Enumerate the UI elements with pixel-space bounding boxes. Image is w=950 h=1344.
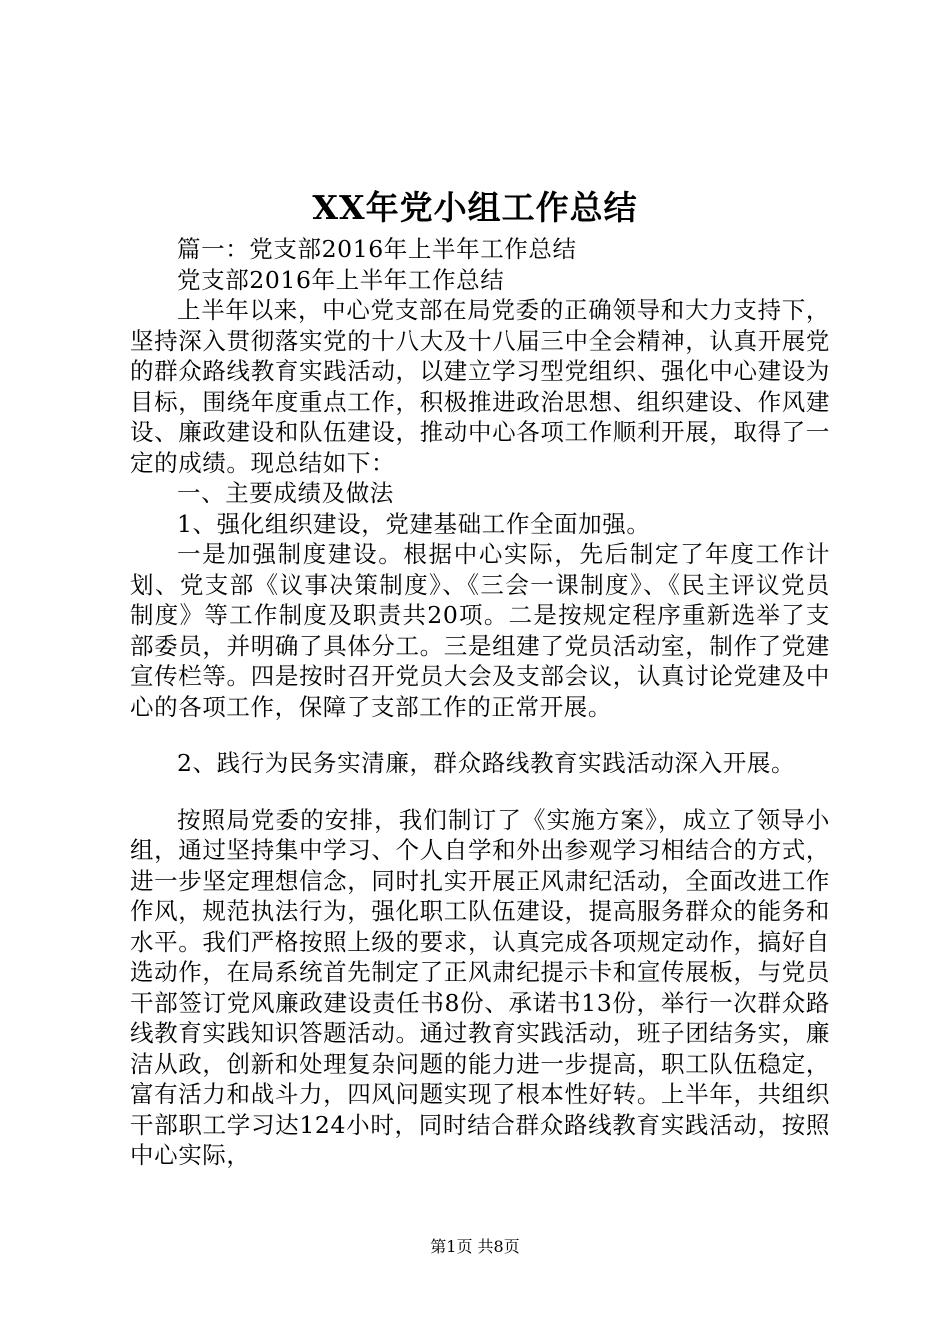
subsection-title: 党支部2016年上半年工作总结	[177, 265, 505, 294]
section-heading: 一、主要成绩及做法	[177, 479, 394, 507]
document-title: XX年党小组工作总结	[312, 188, 638, 227]
document-body	[130, 234, 830, 1171]
subsection-heading: 2、践行为民务实清廉，群众路线教育实践活动深入开展。	[177, 749, 796, 777]
paragraph: 一是加强制度建设。根据中心实际，先后制定了年度工作计划、党支部《议事决策制度》、《三会一课制度》、《民主评议党员制度》等工作制度及职责共20项。二是按规定程序重新选举了支部委员，并明确了具体分工。三是组建了党员活动室，制作了党建宣传栏等。四是按时召开党员大会及支部会议，认真讨论党建及中心的各项工作，保障了支部工作的正常开展。	[130, 540, 830, 721]
section-heading: 篇一：党支部2016年上半年工作总结	[177, 235, 577, 263]
paragraph: 上半年以来，中心党支部在局党委的正确领导和大力支持下，坚持深入贯彻落实党的十八大及十八届三中全会精神，认真开展党的群众路线教育实践活动，以建立学习型党组织、强化中心建设为目标，围绕年度重点工作，积极推进政治思想、组织建设、作风建设、廉政建设和队伍建设，推动中心各项工作顺利开展，取得了一定的成绩。现总结如下：	[130, 296, 830, 477]
paragraph: 按照局党委的安排，我们制订了《实施方案》，成立了领导小组，通过坚持集中学习、个人自学和外出参观学习相结合的方式，进一步坚定理想信念，同时扎实开展正风肃纪活动，全面改进工作作风，规范执法行为，强化职工队伍建设，提高服务群众的能务和水平。我们严格按照上级的要求，认真完成各项规定动作，搞好自选动作，在局系统首先制定了正风肃纪提示卡和宣传展板，与党员干部签订党风廉政建设责任书8份、承诺书13份，举行一次群众路线教育实践知识答题活动。通过教育实践活动，班子团结务实，廉洁从政，创新和处理复杂问题的能力进一步提高，职工队伍稳定，富有活力和战斗力，四风问题实现了根本性好转。上半年，共组织干部职工学习达124小时，同时结合群众路线教育实践活动，按照中心实际，	[130, 805, 830, 1169]
subsection-heading: 1、强化组织建设，党建基础工作全面加强。	[177, 509, 651, 538]
page-number: 第1页 共8页	[430, 1237, 520, 1256]
